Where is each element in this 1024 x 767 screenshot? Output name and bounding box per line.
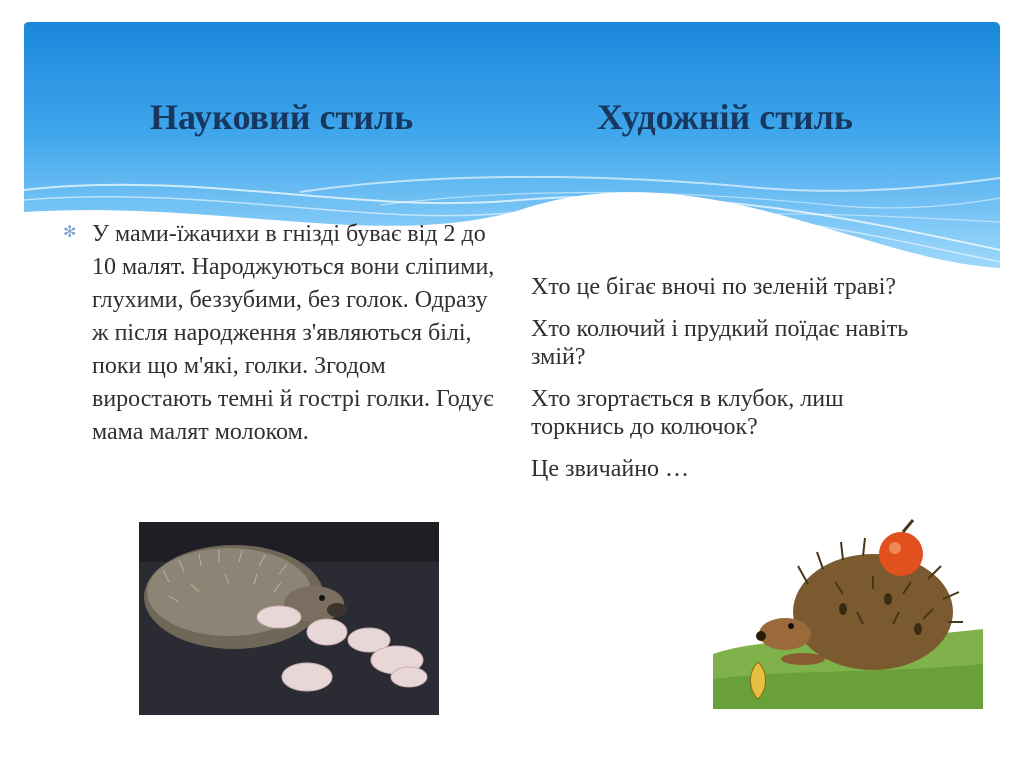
scientific-style-title: Науковий стиль: [150, 97, 414, 137]
poem-line: Хто це бігає вночі по зеленій траві?: [531, 274, 897, 300]
bullet-icon: ✻: [63, 224, 77, 241]
artistic-style-title: Художній стиль: [597, 97, 853, 137]
hedgehog-family-photo: [139, 522, 439, 715]
poem-line: Хто колючий і прудкий поїдає навіть змій?: [531, 316, 909, 370]
poem-line: Це звичайно …: [531, 456, 690, 482]
poem: [531, 273, 911, 497]
poem-line: Хто згортається в клубок, лиш торкнись до колючок?: [531, 386, 844, 440]
cartoon-hedgehog-illustration: [713, 494, 983, 709]
scientific-text: У мами-їжачихи в гнізді буває від 2 до 10 малят. Народжуються вони сліпими, глухими, беззубими, без голок. Одразу ж після народження з'являються білі, поки що м'які, голки. Згодом виростають темні й гострі голки. Годує мама малят молоком.: [92, 221, 495, 445]
